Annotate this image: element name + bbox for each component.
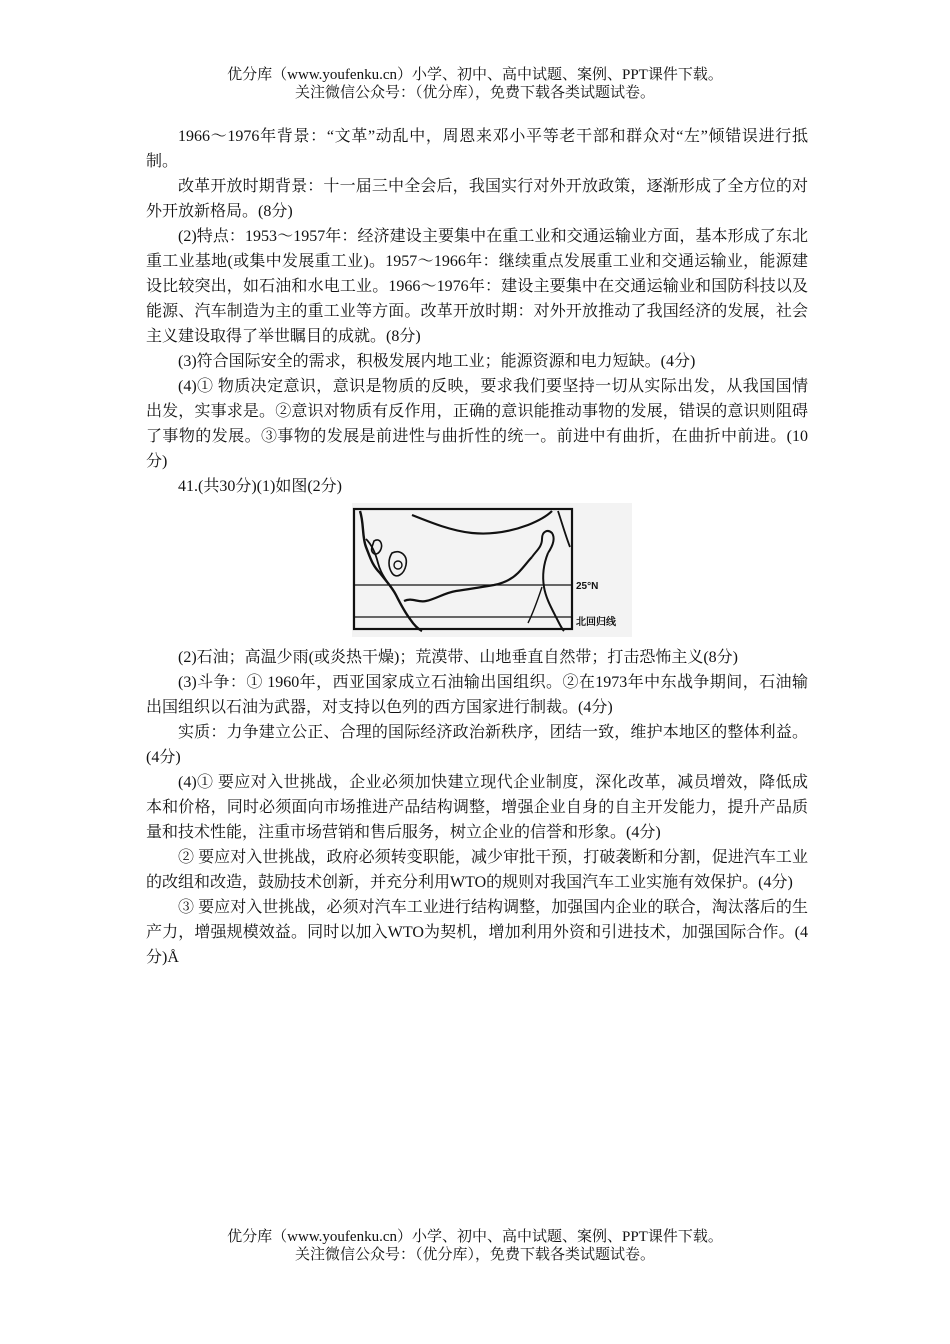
small-island [394,561,402,569]
paragraph: 实质：力争建立公正、合理的国际经济政治新秩序，团结一致，维护本地区的整体利益。(4分) [146,724,808,766]
page-header [0,66,950,102]
paragraph: 改革开放时期背景：十一届三中全会后，我国实行对外开放政策，逐渐形成了全方位的对外开放新格局。(8分) [146,178,808,220]
lake-outline-2 [389,552,406,576]
paragraph: 1966～1976年背景：“文革”动乱中，周恩来邓小平等老干部和群众对“左”倾错误进行抵制。 [146,128,808,170]
paragraph: ③ 要应对入世挑战，必须对汽车工业进行结构调整，加强国内企业的联合，淘汰落后的生产力，增强规模效益。同时以加入WTO为契机，增加利用外资和引进技术，加强国际合作。(4分)Å [146,899,808,966]
paragraph: (4)① 要应对入世挑战，企业必须加快建立现代企业制度，深化改革，减员增效，降低成本和价格，同时必须面向市场推进产品结构调整，增强企业自身的自主开发能力，提升产品质量和技术性能，注重市场营销和售后服务，树立企业的信誉和形象。(4分) [146,774,808,841]
label-25n: 25°N [576,581,599,592]
paragraph: ② 要应对入世挑战，政府必须转变职能，减少审批干预，打破袭断和分割，促进汽车工业的改组和改造，鼓励技术创新，并充分利用WTO的规则对我国汽车工业实施有效保护。(4分) [146,849,808,891]
paragraph: (4)① 物质决定意识，意识是物质的反映，要求我们要坚持一切从实际出发，从我国国情出发，实事求是。②意识对物质有反作用，正确的意识能推动事物的发展，错误的意识则阻碍了事物的发展。③事物的发展是前进性与曲折性的统一。前进中有曲折，在曲折中前进。(10分) [146,378,808,470]
paragraph: 41.(共30分)(1)如图(2分) [178,478,342,495]
arabian-peninsula-map [352,503,632,637]
paragraph: (2)石油；高温少雨(或炎热干燥)；荒漠带、山地垂直自然带；打击恐怖主义(8分) [178,649,738,666]
header-line-2: 关注微信公众号：（优分库），免费下载各类试题试卷。 [294,85,655,101]
coastline-east [543,553,564,631]
map-figure [352,503,632,637]
paragraph: (3)斗争：① 1960年，西亚国家成立石油输出国组织。②在1973年中东战争期间，石油输出国组织以石油为武器，对支持以色列的西方国家进行制裁。(4分) [146,674,808,716]
paragraph: (2)特点：1953～1957年：经济建设主要集中在重工业和交通运输业方面，基本形成了东北重工业基地(或集中发展重工业)。1957～1966年：继续重点发展重工业和交通运输业，能源建设比较突出，如石油和水电工业。1966～1976年：建设主要集中在交通运输业和国防科技以及能源、汽车制造为主的重工业等方面。改革开放时期：对外开放推动了我国经济的发展，社会主义建设取得了举世瞩目的成就。(8分) [146,228,808,345]
label-tropic: 北回归线 [576,617,616,628]
header-line-1: 优分库（www.youfenku.cn）小学、初中、高中试题、案例、PPT课件下载。 [227,67,723,83]
figure-container [146,499,808,645]
paragraph: (3)符合国际安全的需求，积极发展内地工业；能源资源和电力短缺。(4分) [178,353,696,370]
footer-line-1: 优分库（www.youfenku.cn）小学、初中、高中试题、案例、PPT课件下载。 [227,1229,723,1245]
footer-line-2: 关注微信公众号：（优分库），免费下载各类试题试卷。 [294,1247,655,1263]
coastline-east-top [558,511,570,547]
answer-content [146,124,808,970]
lake-outline [372,540,382,554]
coastline-south [404,557,532,601]
peninsula-tip [532,531,554,557]
coastline-north [412,511,552,534]
page-footer [0,1228,950,1264]
map-frame [354,509,572,629]
sinai-coast [366,539,388,583]
